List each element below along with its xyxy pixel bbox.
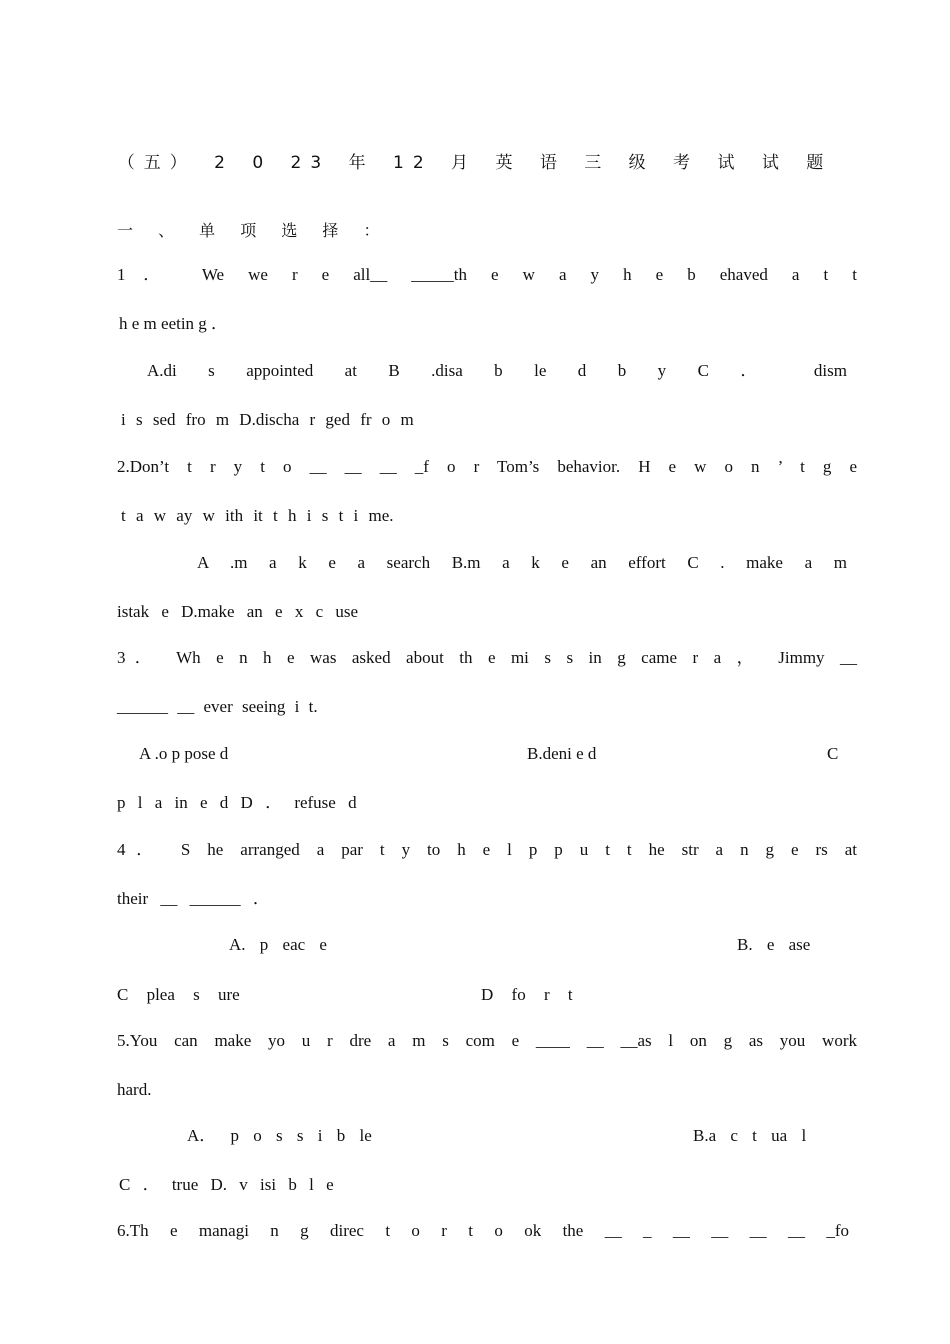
question-5-options-line-2: C ． true D. v isi b l e	[119, 1175, 334, 1194]
question-4-option-d: D fo r t	[481, 985, 573, 1004]
page-title: （五） 2 0 23 年 12 月 英 语 三 级 考 试 试 题	[117, 153, 833, 173]
question-4-option-a: A. p eac e	[229, 935, 327, 954]
question-3-option-b: B.deni e d	[527, 744, 597, 763]
question-4-line-2: their __ ______ ．	[117, 889, 270, 908]
question-2-line-1: 2.Don’t t r y t o __ __ __ _f o r Tom’s behavior. H e w o n ’ t g e	[117, 457, 857, 476]
question-5-line-1: 5.You can make yo u r dre a m s com e ____ __ __as l on g as you work	[117, 1031, 857, 1050]
question-5-option-b: B.a c t ua l	[693, 1126, 807, 1145]
question-1-line-2: h e m eetin g ．	[119, 314, 229, 333]
question-1-options-line-2: i s sed fro m D.discha r ged fr o m	[121, 410, 414, 429]
question-3-line-1: 3． Wh e n h e was asked about th e mi s s in g came r a ， Jimmy __	[117, 648, 857, 667]
question-6-line-1: 6.Th e managi n g direc t o r t o ok the __ _ __ __ __ __ _fo	[117, 1221, 849, 1240]
question-1-line-1: 1． We we r e all__ _____th e w a y h e b ehaved a t t	[117, 265, 857, 284]
question-3-option-c-label: C	[827, 744, 839, 763]
question-5-line-2: hard.	[117, 1080, 152, 1099]
question-1-options-line-1: A.di s appointed at B .disa b le d b y C ． dism	[147, 361, 847, 380]
question-2-options-line-1: A .m a k e a search B.m a k e an effort C . make a m	[197, 553, 847, 572]
question-2-line-2: t a w ay w ith it t h i s t i me.	[121, 506, 394, 525]
question-3-option-a: A .o p pose d	[139, 744, 229, 763]
question-3-line-2: ______ __ ever seeing i t.	[117, 697, 318, 716]
question-4-line-1: 4． S he arranged a par t y to h e l p p u t t he str a n g e rs at	[117, 840, 857, 859]
question-4-option-b: B. e ase	[737, 935, 811, 954]
question-3-options-line-2: p l a in e d D ． refuse d	[117, 793, 357, 812]
section-heading: 一 、 单 项 选 择 ：	[117, 221, 390, 240]
question-4-option-c: C plea s ure	[117, 985, 240, 1004]
question-2-options-line-2: istak e D.make an e x c use	[117, 602, 359, 621]
question-5-option-a: A． p o s s i b le	[187, 1126, 372, 1145]
